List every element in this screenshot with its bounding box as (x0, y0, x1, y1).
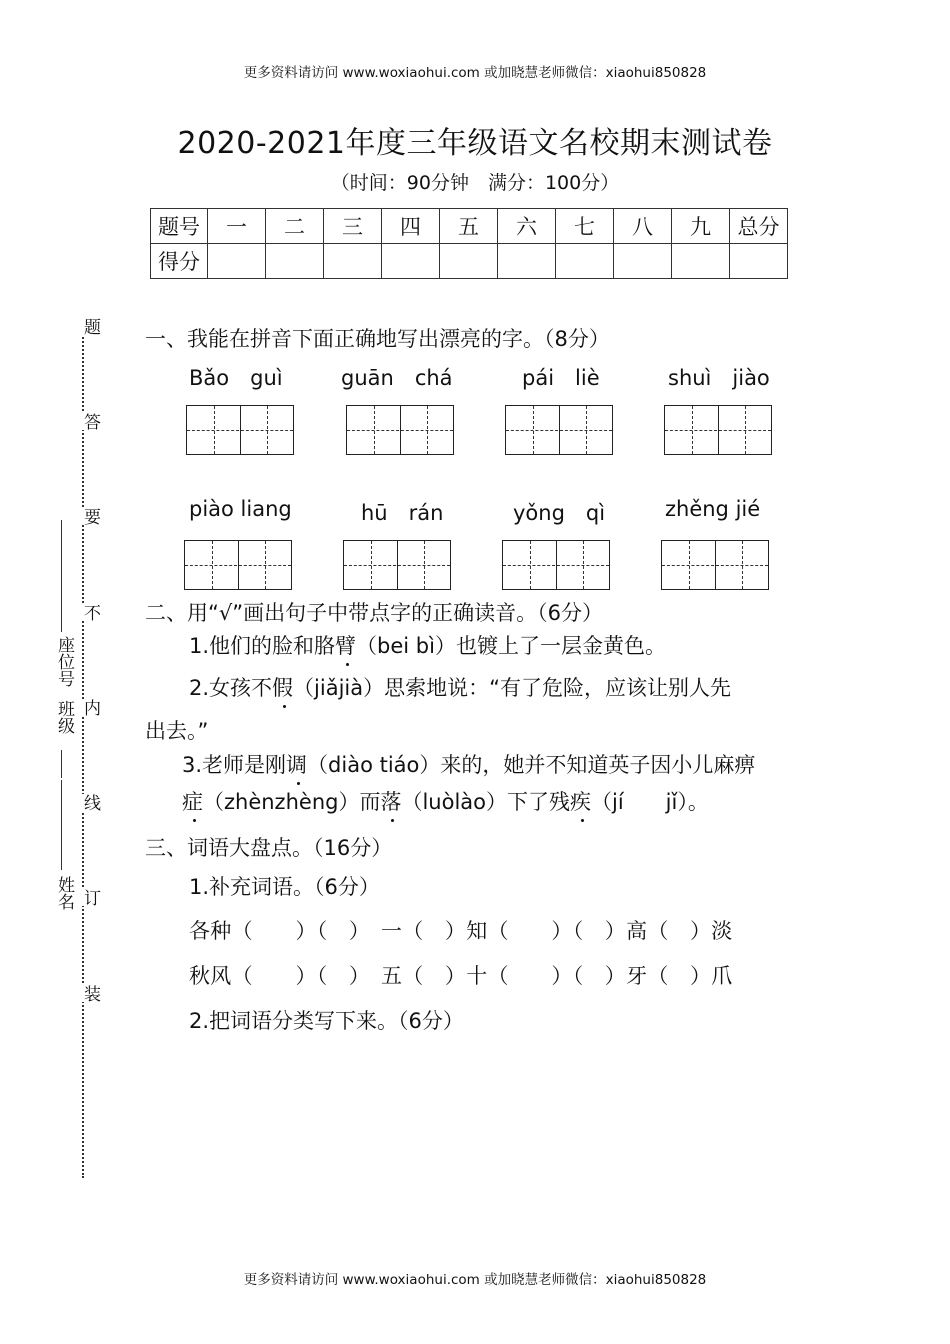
section-2-heading: 二、用“√”画出句子中带点字的正确读音。（6分） (145, 601, 603, 625)
score-cell: 二 (266, 209, 324, 244)
name-blank[interactable] (61, 780, 62, 870)
binding-char: 线 (78, 794, 103, 811)
section-1-heading: 一、我能在拼音下面正确地写出漂亮的字。（8分） (145, 327, 610, 351)
score-cell: 七 (556, 209, 614, 244)
dotted-char: 假 (272, 676, 294, 700)
section-3-heading: 三、词语大盘点。（16分） (145, 836, 393, 860)
binding-dotted-line (82, 318, 94, 1178)
score-cell: 九 (672, 209, 730, 244)
score-cell: 总分 (730, 209, 788, 244)
binding-char: 内 (78, 699, 103, 716)
section-3-sub-1: 1.补充词语。（6分） (189, 875, 380, 899)
pinyin-prompt: piào liang (189, 497, 292, 521)
score-input-cell[interactable] (498, 244, 556, 279)
pinyin-prompt: guān chá (341, 366, 453, 390)
score-input-cell[interactable] (614, 244, 672, 279)
score-cell: 一 (208, 209, 266, 244)
score-input-cell[interactable] (208, 244, 266, 279)
pinyin-prompt: Bǎo guì (189, 366, 283, 390)
score-cell: 五 (440, 209, 498, 244)
score-input-cell[interactable] (324, 244, 382, 279)
page-footer: 更多资料请访问 www.woxiaohui.com 或加晓慧老师微信：xiaohui850828 (243, 1272, 707, 1288)
score-table-header-row (151, 209, 788, 244)
question-2-3: 3.老师是刚调（diào tiáo）来的，她并不知道英子因小儿麻痹 (182, 753, 756, 777)
pinyin-prompt: shuì jiào (668, 366, 770, 390)
score-input-cell[interactable] (730, 244, 788, 279)
dotted-char: 落 (380, 790, 402, 814)
writing-grid[interactable] (664, 405, 772, 455)
score-table (150, 208, 788, 279)
binding-char: 要 (78, 508, 103, 525)
dotted-char: 调 (286, 753, 308, 777)
class-label: 班级 (54, 700, 74, 734)
score-input-cell[interactable] (440, 244, 498, 279)
dotted-char: 臂 (335, 634, 357, 658)
writing-grid[interactable] (661, 540, 769, 590)
writing-grid[interactable] (343, 540, 451, 590)
score-input-cell[interactable] (382, 244, 440, 279)
writing-grid[interactable] (346, 405, 454, 455)
binding-char: 不 (78, 604, 103, 621)
score-cell: 四 (382, 209, 440, 244)
score-input-cell[interactable] (556, 244, 614, 279)
seat-label: 座位号 (54, 636, 74, 687)
pinyin-prompt: zhěng jié (665, 497, 761, 521)
dotted-char: 疾 (570, 790, 592, 814)
name-label: 姓名 (54, 876, 74, 910)
page-header: 更多资料请访问 www.woxiaohui.com 或加晓慧老师微信：xiaohui850828 (243, 65, 707, 81)
score-input-cell[interactable] (266, 244, 324, 279)
binding-char: 订 (78, 889, 103, 906)
binding-char: 答 (78, 413, 103, 430)
section-3-sub-2: 2.把词语分类写下来。（6分） (189, 1009, 464, 1033)
score-cell: 六 (498, 209, 556, 244)
score-cell: 题号 (151, 209, 208, 244)
question-2-2: 2.女孩不假（jiǎjià）思索地说：“有了危险，应该让别人先 (189, 676, 731, 700)
writing-grid[interactable] (186, 405, 294, 455)
pinyin-prompt: pái liè (522, 366, 600, 390)
writing-grid[interactable] (184, 540, 292, 590)
score-cell: 八 (614, 209, 672, 244)
exam-meta: （时间：90分钟 满分：100分） (330, 172, 620, 194)
page-title: 2020-2021年度三年级语文名校期末测试卷 (177, 126, 773, 161)
pinyin-prompt: hū rán (361, 501, 444, 525)
class-blank[interactable] (61, 750, 62, 778)
score-row-label: 得分 (151, 244, 208, 279)
pinyin-prompt: yǒng qì (513, 501, 606, 525)
binding-char: 题 (78, 318, 103, 335)
writing-grid[interactable] (502, 540, 610, 590)
idiom-line-2[interactable]: 秋风（ ）（ ） 五（ ）十（ ）（ ）牙（ ）爪 (189, 964, 733, 988)
idiom-line-1[interactable]: 各种（ ）（ ） 一（ ）知（ ）（ ）高（ ）淡 (189, 919, 733, 943)
question-2-2-cont: 出去。” (145, 719, 209, 743)
seat-blank[interactable] (61, 520, 62, 632)
dotted-char: 症 (182, 790, 203, 814)
score-cell: 三 (324, 209, 382, 244)
score-table-score-row (151, 244, 788, 279)
question-2-3-cont: 症（zhènzhèng）而落（luòlào）下了残疾（jí jǐ）。 (182, 790, 709, 814)
question-2-1: 1.他们的脸和胳臂（bei bì）也镀上了一层金黄色。 (189, 634, 666, 658)
score-input-cell[interactable] (672, 244, 730, 279)
writing-grid[interactable] (505, 405, 613, 455)
binding-char: 装 (78, 985, 103, 1002)
